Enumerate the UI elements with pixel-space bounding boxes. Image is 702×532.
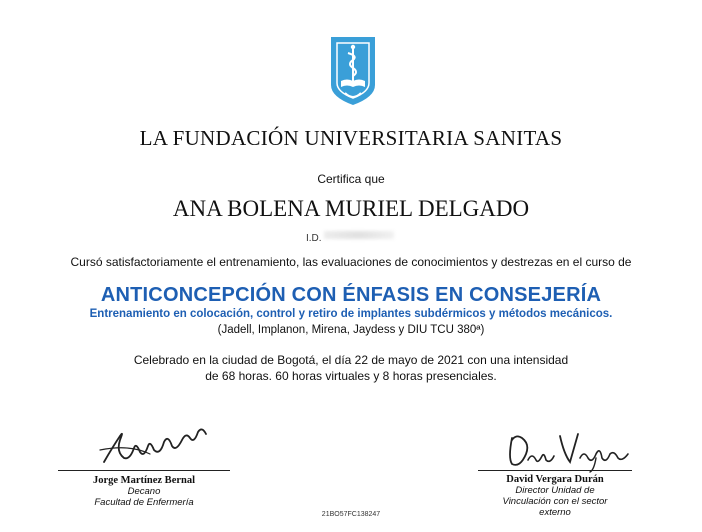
signatory-left-role-2: Facultad de Enfermería xyxy=(94,497,194,508)
certifies-that: Certifica que xyxy=(317,172,385,186)
id-number-redacted xyxy=(324,231,394,239)
signatory-left xyxy=(58,475,230,508)
signatory-left-role-1: Decano xyxy=(127,486,161,497)
recipient-id xyxy=(306,228,396,242)
id-label: I.D. xyxy=(306,233,322,244)
signatory-right-role-1: Director Unidad de xyxy=(515,485,595,496)
course-title: ANTICONCEPCIÓN CON ÉNFASIS EN CONSEJERÍA xyxy=(100,284,602,306)
signatory-right-role-2: Vinculación con el sector xyxy=(502,496,608,507)
signatory-right-role-3: externo xyxy=(539,507,571,518)
celebration-text-line-1: Celebrado en la ciudad de Bogotá, el día 22 de mayo de 2021 con una intensidad xyxy=(133,353,569,367)
signature-line-right xyxy=(478,470,632,471)
course-subtitle: Entrenamiento en colocación, control y retiro de implantes subdérmicos y métodos mecánicos. xyxy=(89,308,613,320)
signature-right xyxy=(498,424,638,474)
signatory-right-name: David Vergara Durán xyxy=(506,474,604,485)
signature-left xyxy=(90,418,230,468)
institution-name: LA FUNDACIÓN UNIVERSITARIA SANITAS xyxy=(139,126,563,150)
certificate-code: 21BO57FC138247 xyxy=(321,511,381,518)
course-methods: (Jadell, Implanon, Mirena, Jaydess y DIU TCU 380ª) xyxy=(217,324,485,336)
sanitas-shield-logo xyxy=(329,35,377,107)
signatory-left-name: Jorge Martínez Bernal xyxy=(92,475,196,486)
recipient-name: ANA BOLENA MURIEL DELGADO xyxy=(172,196,530,221)
completion-statement: Cursó satisfactoriamente el entrenamiento, las evaluaciones de conocimientos y destrezas en el curso de xyxy=(70,255,632,269)
celebration-text-line-2: de 68 horas. 60 horas virtuales y 8 horas presenciales. xyxy=(205,369,497,383)
signature-line-left xyxy=(58,470,230,471)
